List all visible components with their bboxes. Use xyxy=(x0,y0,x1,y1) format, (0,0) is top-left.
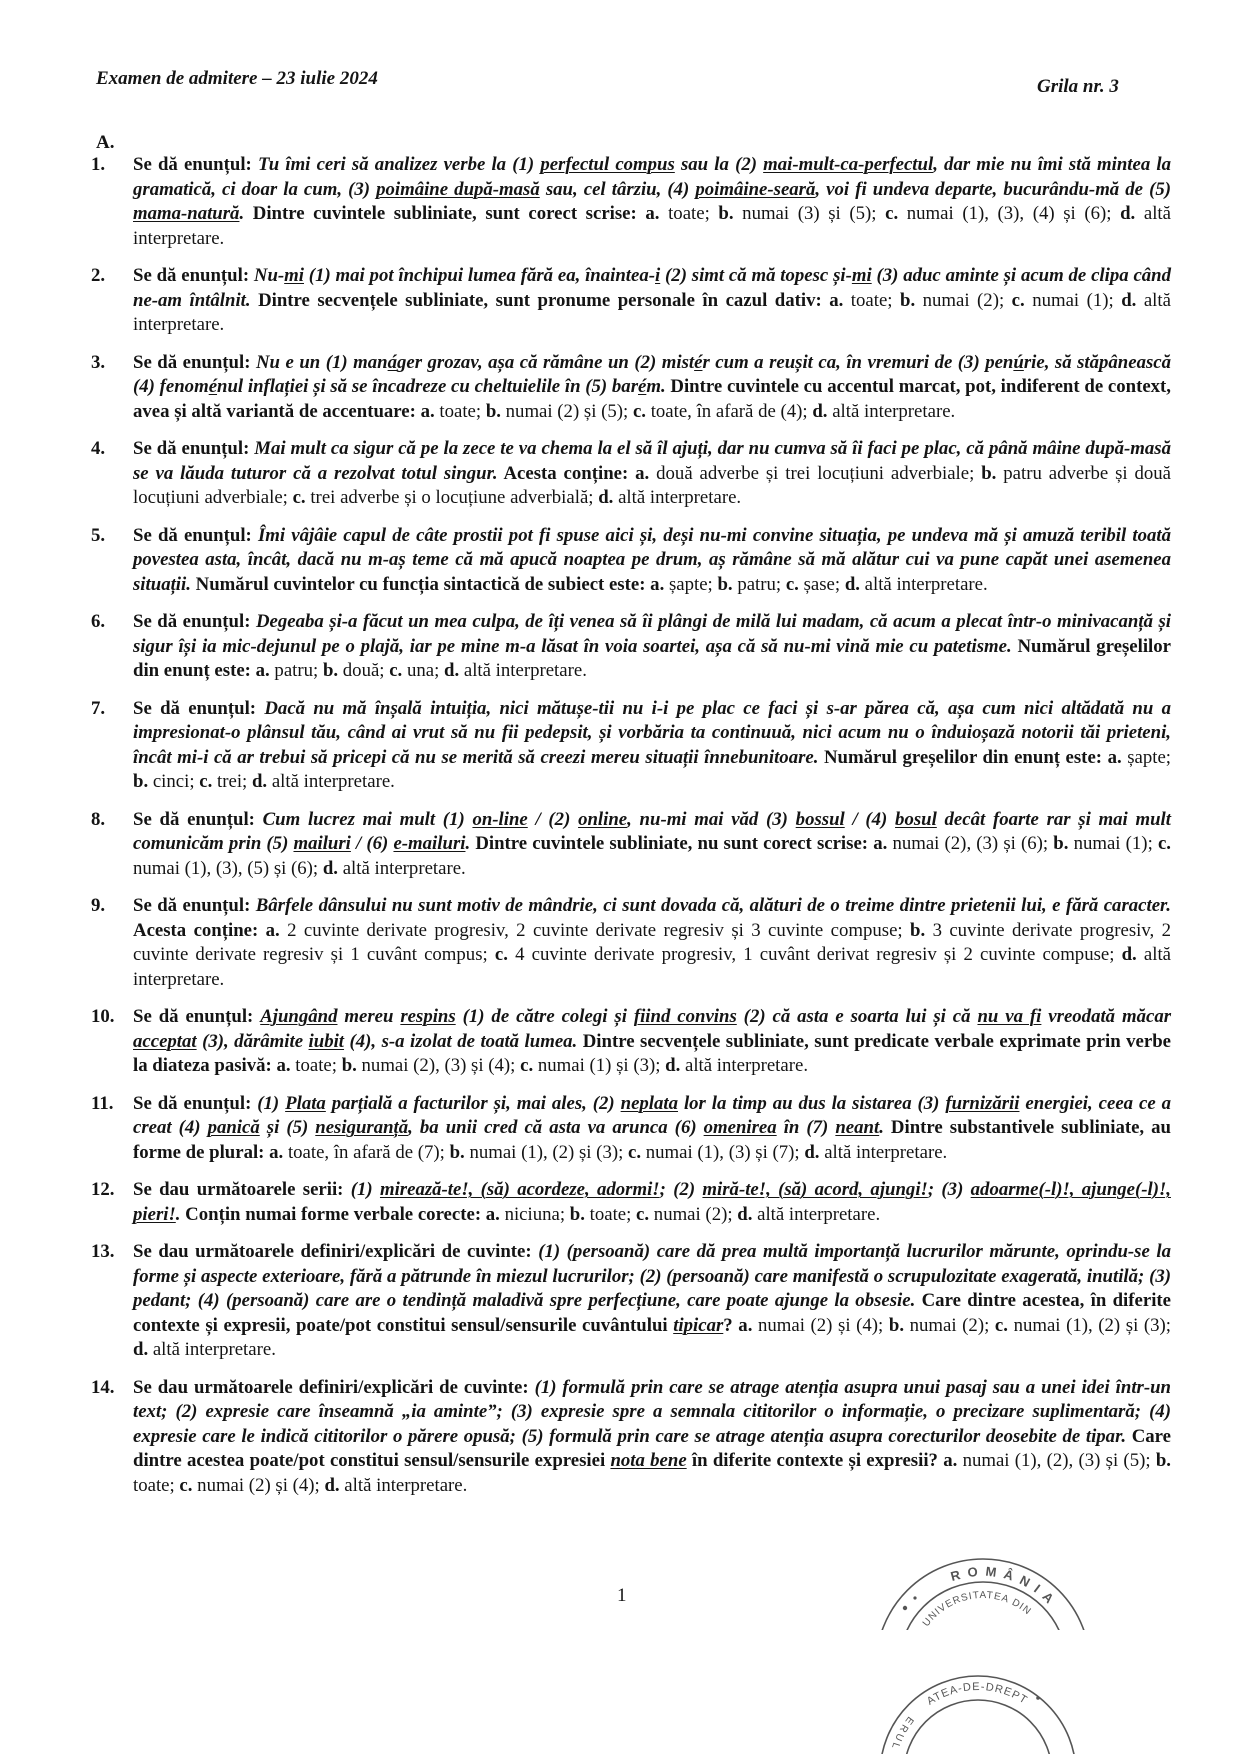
question-text xyxy=(133,610,1171,684)
question-text xyxy=(133,351,1171,425)
option-text: patru; xyxy=(737,573,782,595)
option-letter: c. xyxy=(885,203,899,224)
instruction-text: Se dau următoarele definiri/explicări de cuvinte: xyxy=(133,1376,535,1398)
option-text: numai (1); xyxy=(1073,833,1153,854)
option-letter: c. xyxy=(179,1474,193,1496)
option-text: două; xyxy=(342,660,385,681)
question-13 xyxy=(91,1240,1171,1363)
option-text: numai (2) și (4); xyxy=(758,1314,884,1336)
option-letter: d. xyxy=(737,1203,753,1225)
statement-text: vreodată măcar xyxy=(1041,1006,1172,1027)
statement-text: (1) de către colegi și xyxy=(455,1006,634,1027)
instruction-text: Se dă enunțul: xyxy=(133,154,258,175)
option-text: altă interpretare. xyxy=(824,1141,948,1163)
section-label: A. xyxy=(96,132,115,153)
option-text: numai (2); xyxy=(653,1203,733,1225)
question-3 xyxy=(91,351,1171,425)
option-text: patru; xyxy=(274,660,319,681)
option-text: 4 cuvinte derivate progresiv, 1 cuvânt derivat regresiv și 2 cuvinte compuse; xyxy=(515,944,1115,965)
instruction-text: Numărul greșelilor din enunț este: xyxy=(818,746,1108,768)
instruction-text: Dintre cuvintele subliniate, nu sunt corect scrise: xyxy=(470,833,874,854)
option-letter: b. xyxy=(569,1203,585,1225)
stamp-dot xyxy=(913,1596,916,1599)
statement-text: (1) (persoană) care dă prea multă importanță lucrurilor mărunte, oprindu-se la forme și aspecte exterioare, fără a pătrunde în miezul lucrurilor; (2) (persoană) care manifestă o scrupulozitate exagerată, inutilă; (3) pedant; (4) (persoană) care are o tendință maladivă spre perfecțiune, care poate ajunge la obsesie. xyxy=(133,1241,1171,1311)
option-text: cinci; xyxy=(152,771,195,792)
statement-text: (1) xyxy=(350,1179,380,1200)
option-letter: d. xyxy=(324,1474,340,1496)
statement-text: și (5) xyxy=(259,1117,316,1138)
option-letter: c. xyxy=(520,1055,534,1076)
underlined-term: mi xyxy=(284,265,304,286)
question-number: 4. xyxy=(91,438,106,459)
question-1 xyxy=(91,153,1171,251)
option-letter: d. xyxy=(1121,289,1137,311)
statement-text: , dar mie nu îmi stă mintea la gramatică, ci doar la cum, (3) xyxy=(133,154,1171,200)
statement-text: rie, să stăpânească (4) fenom xyxy=(133,351,1172,397)
option-text: numai (2), (3) și (6); xyxy=(892,833,1049,854)
underlined-term: miră-te!, (să) acord, ajungi! xyxy=(702,1179,928,1200)
statement-text: Bârfele dânsului nu sunt motiv de mândrie, ci sunt dovada că, alături de o treime dintre prietenii lui, e fără caracter. xyxy=(255,895,1172,916)
option-text: altă interpretare. xyxy=(832,400,956,422)
question-text xyxy=(133,1178,1171,1227)
option-letter: c. xyxy=(632,400,646,422)
option-text: toate, în afară de (4); xyxy=(650,400,808,422)
instruction-text: Se dau următoarele serii: xyxy=(133,1179,351,1200)
question-11 xyxy=(91,1092,1171,1166)
option-text: numai (1), (2) și (3); xyxy=(1013,1314,1172,1336)
instruction-text: Dintre secvențele subliniate, sunt predicate verbale exprimate prin verbe la diateza pasivă: xyxy=(133,1030,1171,1076)
stamp-text-arc: ATEA-DE-DREPT xyxy=(924,1680,1030,1708)
question-number: 9. xyxy=(91,895,106,916)
statement-text: parțială a facturilor și, mai ales, (2) xyxy=(325,1092,621,1114)
option-letter: a. xyxy=(645,203,660,224)
option-letter: c. xyxy=(1157,833,1171,854)
question-5 xyxy=(91,524,1171,598)
statement-text: ; (2) xyxy=(659,1179,703,1200)
underlined-term: Plata xyxy=(285,1092,326,1114)
underlined-term: tipicar xyxy=(673,1314,724,1336)
underlined-term: neant xyxy=(835,1117,880,1138)
underlined-term: é xyxy=(208,376,218,397)
option-letter: c. xyxy=(636,1203,650,1225)
question-7 xyxy=(91,697,1171,795)
statement-text: / (4) xyxy=(844,808,896,830)
option-letter: a. xyxy=(738,1314,753,1336)
statement-text: . xyxy=(879,1117,884,1138)
option-letter: d. xyxy=(1120,203,1136,224)
question-number: 14. xyxy=(91,1376,115,1398)
instruction-text: Se dă enunțul: xyxy=(133,438,255,459)
option-letter: d. xyxy=(133,1339,149,1360)
option-text: șapte; xyxy=(668,573,713,595)
option-text: numai (1), (3), (4) și (6); xyxy=(906,203,1112,224)
instruction-text: Se dau următoarele definiri/explicări de cuvinte: xyxy=(133,1241,539,1262)
option-text: numai (3) și (5); xyxy=(742,203,877,224)
option-letter: a. xyxy=(1107,746,1122,768)
question-text xyxy=(133,1240,1171,1363)
statement-text: Dacă nu mă înșală intuiția, nici mătușe-tii nu i-i pe plac ce faci și s-ar părea că, așa cum nici altădată nu a impresionat-o plânsul tău, când ai vrut să nu fii pedepsit, și vorbăria ta continuuă, nici acum nu o înduioșază notorii tăi prieteni, încât mi-i că ar trebui să pricepi că nu se merită să creezi mereu situații înnebunitoare. xyxy=(133,697,1172,768)
option-text: altă interpretare. xyxy=(618,487,742,508)
question-text xyxy=(133,524,1171,598)
exam-title: Examen de admitere – 23 iulie 2024 xyxy=(96,68,378,89)
statement-text: Nu- xyxy=(253,265,285,286)
option-letter: d. xyxy=(844,573,860,595)
statement-text: mereu xyxy=(337,1006,401,1027)
instruction-text: Se dă enunțul: xyxy=(133,1092,258,1114)
statement-text: (1) xyxy=(257,1092,286,1114)
option-text: trei; xyxy=(217,771,248,792)
option-text: toate; xyxy=(439,400,482,422)
option-letter: b. xyxy=(717,573,733,595)
option-letter: d. xyxy=(322,857,338,879)
option-letter: d. xyxy=(598,487,614,508)
option-letter: b. xyxy=(1155,1450,1171,1471)
question-number: 1. xyxy=(91,154,106,175)
instruction-text: Se dă enunțul: xyxy=(133,697,265,719)
instruction-text: în diferite contexte și expresii? xyxy=(686,1450,944,1471)
statement-text: (3), dărâmite xyxy=(196,1030,309,1052)
underlined-term: furnizării xyxy=(945,1092,1020,1114)
instruction-text: Acesta conține: xyxy=(497,462,636,484)
option-text: altă interpretare. xyxy=(133,289,1171,335)
option-letter: c. xyxy=(994,1314,1008,1336)
question-number: 5. xyxy=(91,524,106,546)
option-letter: b. xyxy=(718,203,734,224)
option-letter: b. xyxy=(485,400,501,422)
underlined-term: e-mailuri xyxy=(393,833,466,854)
question-number: 13. xyxy=(91,1241,115,1262)
option-letter: d. xyxy=(812,400,828,422)
underlined-term: mailuri xyxy=(293,833,351,854)
underlined-term: iubit xyxy=(308,1030,345,1052)
underlined-term: perfectul compus xyxy=(540,154,675,175)
underlined-term: bosul xyxy=(895,808,937,830)
option-letter: c. xyxy=(292,487,306,508)
instruction-text: Dintre cuvintele cu accentul marcat, pot, indiferent de context, avea și altă variantă de accentuare: xyxy=(133,376,1171,422)
underlined-term: on-line xyxy=(472,808,528,830)
option-text: toate; xyxy=(668,203,710,224)
option-letter: a. xyxy=(276,1055,291,1076)
option-letter: a. xyxy=(485,1203,500,1225)
question-number: 3. xyxy=(91,351,106,373)
option-text: numai (2); xyxy=(922,289,1005,311)
underlined-term: adoarme(-l)!, ajunge(-l)!, pieri! xyxy=(133,1179,1171,1225)
question-number: 6. xyxy=(91,611,106,632)
question-text xyxy=(133,894,1171,992)
option-letter: a. xyxy=(873,833,888,854)
statement-text: (4), s-a izolat de toată lumea. xyxy=(344,1030,578,1052)
underlined-term: omenirea xyxy=(703,1117,777,1138)
instruction-text: ? xyxy=(723,1314,739,1336)
question-number: 2. xyxy=(91,265,106,286)
option-letter: a. xyxy=(829,289,844,311)
option-text: toate, în afară de (7); xyxy=(287,1141,445,1163)
statement-text: Îmi vâjâie capul de câte prostii pot fi spuse aici și, deși nu-mi convine situația, pe undeva mă și amuză teribil toată povestea asta, încât, dacă nu m-aș teme că mă apucă noaptea pe drum, aș rămâne să mă alătur cui va pune capăt unei asemenea situații. xyxy=(133,524,1171,595)
option-text: toate; xyxy=(295,1055,337,1076)
underlined-term: fiind convins xyxy=(633,1006,737,1027)
underlined-term: bossul xyxy=(795,808,845,830)
option-letter: c. xyxy=(1011,289,1025,311)
question-text xyxy=(133,437,1171,511)
option-text: altă interpretare. xyxy=(152,1339,276,1360)
underlined-term: poimâine-seară xyxy=(695,178,816,200)
option-letter: d. xyxy=(665,1055,681,1076)
question-6 xyxy=(91,610,1171,684)
statement-text: . xyxy=(239,203,245,224)
option-text: numai (2) și (5); xyxy=(505,400,629,422)
option-text: altă interpretare. xyxy=(864,573,988,595)
stamp-text-side: ERUL xyxy=(888,1714,916,1753)
option-text: numai (2), (3) și (4); xyxy=(361,1055,516,1076)
statement-text: / (2) xyxy=(527,808,579,830)
option-letter: b. xyxy=(133,771,149,792)
underlined-term: mirează-te!, (să) acordeze, adormi! xyxy=(379,1179,660,1200)
option-letter: b. xyxy=(910,919,926,941)
underlined-term: panică xyxy=(207,1117,260,1138)
option-text: numai (2) și (4); xyxy=(197,1474,320,1496)
underlined-term: nota bene xyxy=(610,1450,687,1471)
question-number: 7. xyxy=(91,697,106,719)
question-list xyxy=(91,153,1171,1511)
stamp-text-outer: ROMÂNIA xyxy=(948,1563,1062,1612)
statement-text: (1) mai pot închipui lumea fără ea, înaintea- xyxy=(304,265,656,286)
statement-text: ger grozav, așa că rămâne un (2) mist xyxy=(396,351,695,373)
underlined-term: neplata xyxy=(620,1092,679,1114)
stamp-dot xyxy=(903,1606,907,1610)
question-text xyxy=(133,264,1171,338)
option-letter: a. xyxy=(269,1141,284,1163)
option-text: altă interpretare. xyxy=(757,1203,881,1225)
option-letter: c. xyxy=(628,1141,642,1163)
instruction-text: Se dă enunțul: xyxy=(133,611,256,632)
option-text: patru adverbe și două locuțiuni adverbiale; xyxy=(133,462,1172,508)
option-text: numai (1), (3) și (7); xyxy=(645,1141,800,1163)
question-text xyxy=(133,1005,1171,1079)
option-text: altă interpretare. xyxy=(344,1474,468,1496)
option-text: altă interpretare. xyxy=(133,203,1171,249)
option-letter: c. xyxy=(785,573,799,595)
statement-text: (3) aduc aminte și acum de clipa când ne-am întâlnit. xyxy=(133,265,1172,311)
option-letter: c. xyxy=(199,771,213,792)
option-letter: b. xyxy=(900,289,916,311)
option-letter: b. xyxy=(341,1055,357,1076)
option-text: una; xyxy=(406,660,440,681)
grid-variant: Grila nr. 3 xyxy=(1037,76,1119,97)
underlined-term: acceptat xyxy=(133,1030,197,1052)
statement-text: sau, cel târziu, (4) xyxy=(539,178,696,200)
statement-text: r cum a reușit ca, în vremuri de (3) pen xyxy=(702,351,1014,373)
instruction-text: Conțin numai forme verbale corecte: xyxy=(180,1203,486,1225)
faculty-stamp-bottom xyxy=(878,1662,1078,1754)
option-letter: c. xyxy=(389,660,403,681)
option-text: altă interpretare. xyxy=(342,857,466,879)
instruction-text: Se dă enunțul: xyxy=(133,265,254,286)
question-number: 12. xyxy=(91,1179,115,1200)
option-text: toate; xyxy=(589,1203,632,1225)
option-letter: d. xyxy=(444,660,460,681)
underlined-term: online xyxy=(578,808,628,830)
question-8 xyxy=(91,808,1171,882)
statement-text: . xyxy=(175,1203,181,1225)
underlined-term: nu va fi xyxy=(977,1006,1042,1027)
option-text: altă interpretare. xyxy=(133,944,1172,990)
question-number: 8. xyxy=(91,808,106,830)
instruction-text: Dintre cuvintele subliniate, sunt corect scrise: xyxy=(244,203,646,224)
option-letter: a. xyxy=(420,400,435,422)
option-text: numai (1), (2) și (3); xyxy=(469,1141,624,1163)
instruction-text: Care dintre acestea poate/pot constitui sensul/sensurile expresiei xyxy=(133,1425,1172,1471)
underlined-term: á xyxy=(387,351,397,373)
option-text: numai (1); xyxy=(1032,289,1114,311)
statement-text: sau la (2) xyxy=(674,154,764,175)
option-letter: a. xyxy=(943,1450,958,1471)
option-text: niciuna; xyxy=(504,1203,566,1225)
statement-text: . xyxy=(465,833,471,854)
underlined-term: respins xyxy=(400,1006,456,1027)
option-letter: b. xyxy=(322,660,339,681)
question-number: 10. xyxy=(91,1006,115,1027)
statement-text: (1) formulă prin care se atrage atenția asupra unui pasaj sau a unei idei într-un text; (2) expresie care înseamnă „ia aminte”; (3) expresie spre a semnala cititorilor o informație, o precizare suplimentară; (4) expresie care le indică cititorilor o părere opusă; (5) formulă prin care se atrage atenția asupra corecturilor deosebite de tipar. xyxy=(133,1376,1171,1447)
question-text xyxy=(133,697,1171,795)
underlined-term: ú xyxy=(1013,351,1024,373)
underlined-term: Ajungând xyxy=(260,1006,338,1027)
underlined-term: poimâine după-masă xyxy=(376,178,540,200)
question-number: 11. xyxy=(91,1092,114,1114)
option-text: numai (1) și (3); xyxy=(537,1055,661,1076)
underlined-term: nesiguranță xyxy=(315,1117,409,1138)
option-letter: b. xyxy=(1053,833,1069,854)
statement-text: energiei, ceea ce a creat (4) xyxy=(133,1092,1171,1138)
statement-text: m. xyxy=(646,376,666,397)
statement-text: Mai mult ca sigur că pe la zece te va chema la el să îl ajuți, dar nu cumva să îi faci pe plac, că până mâine după-masă se va lăuda tuturor că a rezolvat totul singur. xyxy=(133,438,1171,484)
underlined-term: mai-mult-ca-perfectul xyxy=(763,154,934,175)
question-14 xyxy=(91,1376,1171,1499)
option-letter: a. xyxy=(255,660,270,681)
statement-text: , voi fi undeva departe, bucurându-mă de (5) xyxy=(815,178,1171,200)
question-9 xyxy=(91,894,1171,992)
stamp-dot xyxy=(1036,1696,1040,1700)
instruction-text: Numărul cuvintelor cu funcția sintactică de subiect este: xyxy=(190,573,651,595)
statement-text: decât foarte rar și mai mult comunicăm prin (5) xyxy=(133,808,1171,854)
option-text: toate; xyxy=(133,1474,175,1496)
underlined-term: é xyxy=(638,376,647,397)
statement-text: , ba unii cred că asta va arunca (6) xyxy=(408,1117,704,1138)
option-text: altă interpretare. xyxy=(271,771,395,792)
question-2 xyxy=(91,264,1171,338)
underlined-term: é xyxy=(694,351,703,373)
instruction-text: Dintre secvențele subliniate, sunt pronume personale în cazul dativ: xyxy=(250,289,830,311)
option-letter: d. xyxy=(251,771,268,792)
statement-text: (2) simt că mă topesc și- xyxy=(660,265,852,286)
option-text: 3 cuvinte derivate progresiv, 2 cuvinte derivate regresiv și 1 cuvânt compus; xyxy=(133,919,1172,965)
instruction-text: Acesta conține: xyxy=(133,919,266,941)
underlined-term: mi xyxy=(851,265,872,286)
page-number: 1 xyxy=(617,1585,627,1606)
option-letter: a. xyxy=(265,919,280,941)
instruction-text: Se dă enunțul: xyxy=(133,1006,261,1027)
question-text xyxy=(133,808,1171,882)
question-12 xyxy=(91,1178,1171,1227)
question-text xyxy=(133,1376,1171,1499)
instruction-text: Se dă enunțul: xyxy=(133,895,256,916)
option-letter: c. xyxy=(494,944,508,965)
option-text: șapte; xyxy=(1127,746,1171,768)
option-text: numai (2); xyxy=(909,1314,990,1336)
option-text: altă interpretare. xyxy=(463,660,587,681)
option-letter: b. xyxy=(449,1141,465,1163)
statement-text: nul inflației și să se încadreze cu cheltuielile în (5) bar xyxy=(217,376,638,397)
instruction-text: Care dintre acestea, în diferite contexte și expresii, poate/pot constitui sensul/sensurile cuvântului xyxy=(133,1290,1171,1336)
question-4 xyxy=(91,437,1171,511)
underlined-term: mama-natură xyxy=(133,203,240,224)
option-text: altă interpretare. xyxy=(684,1055,809,1076)
question-10 xyxy=(91,1005,1171,1079)
option-text: numai (1), (2), (3) și (5); xyxy=(962,1450,1151,1471)
instruction-text: Dintre substantivele subliniate, au forme de plural: xyxy=(133,1117,1171,1163)
statement-text: / (6) xyxy=(350,833,394,854)
option-text: 2 cuvinte derivate progresiv, 2 cuvinte derivate regresiv și 3 cuvinte compuse; xyxy=(287,919,903,941)
option-text: șase; xyxy=(803,573,841,595)
question-text xyxy=(133,153,1171,251)
statement-text: ; (3) xyxy=(927,1179,971,1200)
instruction-text: Se dă enunțul: xyxy=(133,351,256,373)
statement-text: Cum lucrez mai mult (1) xyxy=(262,808,473,830)
university-stamp-top xyxy=(875,1550,1090,1630)
question-text xyxy=(133,1092,1171,1166)
statement-text: Nu e un (1) man xyxy=(255,351,388,373)
underlined-term: i xyxy=(655,265,661,286)
instruction-text: Numărul greșelilor din enunț este: xyxy=(133,635,1171,681)
statement-text: Tu îmi ceri să analizez verbe la (1) xyxy=(257,154,541,175)
option-text: două adverbe și trei locuțiuni adverbiale; xyxy=(656,462,975,484)
option-text: trei adverbe și o locuțiune adverbială; xyxy=(310,487,594,508)
statement-text: lor la timp au dus la sistarea (3) xyxy=(678,1092,946,1114)
statement-text: Degeaba și-a făcut un mea culpa, de îți venea să îi plângi de milă lui madam, că acum a plecat într-o minivacanță și sigur își ia mic-dejunul pe o plajă, iar pe mine m-a lăsat în voia soartei, așa că să nu-mi vină mie cu patetisme. xyxy=(133,611,1171,657)
option-letter: d. xyxy=(804,1141,820,1163)
option-letter: b. xyxy=(981,462,997,484)
option-text: numai (1), (3), (5) și (6); xyxy=(133,857,319,879)
instruction-text: Se dă enunțul: xyxy=(133,808,263,830)
option-letter: a. xyxy=(635,462,650,484)
option-letter: b. xyxy=(888,1314,905,1336)
statement-text: în (7) xyxy=(776,1117,836,1138)
statement-text: (2) că asta e soarta lui și că xyxy=(736,1006,978,1027)
option-text: toate; xyxy=(850,289,893,311)
stamp-text-inner: UNIVERSITATEA DIN xyxy=(920,1589,1034,1629)
statement-text: , nu-mi mai văd (3) xyxy=(627,808,796,830)
option-letter: a. xyxy=(650,573,665,595)
instruction-text: Se dă enunțul: xyxy=(133,524,258,546)
option-letter: d. xyxy=(1121,944,1137,965)
